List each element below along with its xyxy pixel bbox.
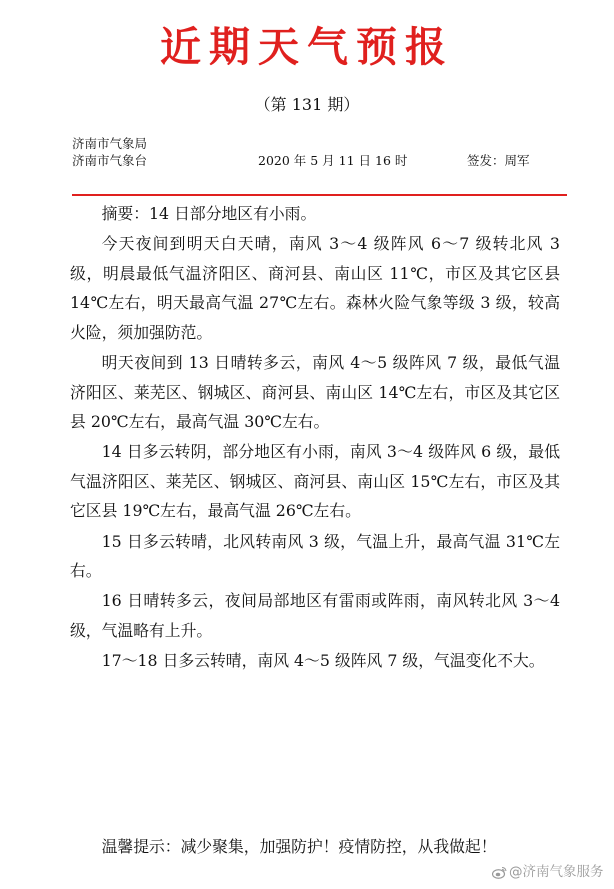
weibo-icon [492,866,507,879]
signer: 签发：周军 [467,153,530,168]
watermark-text: @济南气象服务 [509,864,604,880]
forecast-paragraph-tonight: 今天夜间到明天白天晴，南风 3～4 级阵风 6～7 级转北风 3 级，明晨最低气温济阳区、商河县、南山区 11℃，市区及其它区县 14℃左右，明天最高气温 27℃左右。森林火险气象等级 3 级，较高火险，须加强防范。 [70,234,560,342]
issuer-observatory: 济南市气象台 [72,153,148,168]
page-title: 近期天气预报 [160,23,454,71]
red-divider [72,194,567,196]
issue-date: 2020 年 5 月 11 日 16 时 [258,153,408,168]
forecast-paragraph-16th: 16 日晴转多云，夜间局部地区有雷雨或阵雨，南风转北风 3～4 级，气温略有上升。 [70,591,560,640]
issue-number: （第 131 期） [254,95,360,114]
watermark [492,862,604,882]
forecast-paragraph-15th: 15 日多云转晴，北风转南风 3 级，气温上升，最高气温 31℃左右。 [70,531,560,581]
warm-notice: 温馨提示：减少聚集，加强防护！疫情防控，从我做起！ [101,837,497,856]
forecast-paragraph-14th: 14 日多云转阴，部分地区有小雨，南风 3～4 级阵风 6 级，最低气温济阳区、莱芜区、钢城区、商河县、南山区 15℃左右，市区及其它区县 19℃左右，最高气温 26℃左右。 [70,442,560,521]
forecast-paragraph-13th: 明天夜间到 13 日晴转多云，南风 4～5 级阵风 7 级，最低气温济阳区、莱芜区、钢城区、商河县、南山区 14℃左右，市区及其它区县 20℃左右，最高气温 30℃左右。 [70,352,560,432]
issuer-bureau: 济南市气象局 [72,136,148,151]
forecast-paragraph-17-18th: 17～18 日多云转晴，南风 4～5 级阵风 7 级，气温变化不大。 [101,650,545,670]
summary-paragraph: 摘要：14 日部分地区有小雨。 [101,204,317,223]
forecast-body [70,199,560,676]
